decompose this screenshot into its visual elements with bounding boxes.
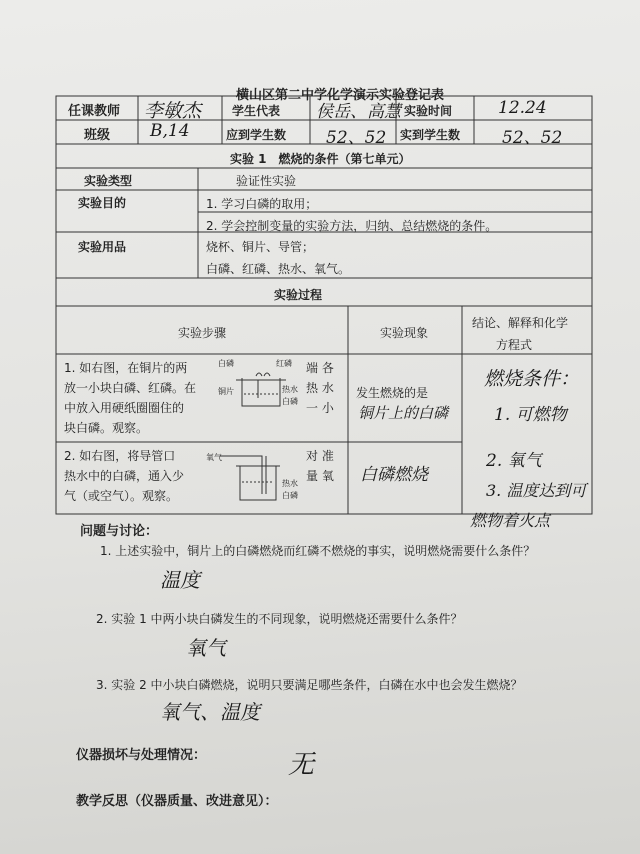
time-label: 实验时间	[404, 104, 453, 118]
damage-label: 仪器损坏与处理情况：	[76, 748, 207, 763]
col-conclusion-2: 方程式	[496, 338, 533, 352]
question-1: 1. 上述实验中，铜片上的白磷燃烧而红磷不燃烧的事实，说明燃烧需要什么条件？	[100, 544, 536, 558]
student-rep-value: 侯岳、高慧	[316, 102, 401, 122]
answer-3: 氧气、温度	[160, 700, 260, 724]
step1-phenomenon-handwritten: 铜片上的白磷	[358, 404, 449, 422]
teacher-label: 任课教师	[68, 104, 121, 119]
process-label: 实验过程	[274, 288, 323, 302]
class-value: B,14	[150, 121, 190, 141]
conclusion-line-1: 燃烧条件：	[484, 368, 580, 390]
diagram2-white-p: 白磷	[282, 491, 298, 500]
time-value: 12.24	[498, 98, 547, 118]
col-phenomena: 实验现象	[380, 326, 429, 340]
question-3: 3. 实验 2 中小块白磷燃烧，说明只要满足哪些条件，白磷在水中也会发生燃烧？	[96, 678, 523, 692]
reflection-label: 教学反思（仪器质量、改进意见）：	[76, 794, 278, 809]
materials-item-1: 烧杯、铜片、导管；	[206, 240, 315, 254]
diagram1-red-p: 红磷	[276, 359, 292, 368]
diagram1-copper: 铜片	[218, 387, 234, 396]
conclusion-line-5: 燃物着火点	[470, 511, 551, 530]
student-rep-label: 学生代表	[232, 104, 281, 118]
step1-right-text: 端 各 热 水 一 小	[306, 361, 334, 415]
actual-value: 52、52	[502, 128, 563, 148]
answer-2: 氧气	[186, 636, 226, 660]
diagram1-hot-water: 热水	[282, 385, 298, 394]
page-title: 横山区第二中学化学演示实验登记表	[235, 88, 444, 103]
diagram1-white-p2: 白磷	[282, 397, 298, 406]
expected-label: 应到学生数	[226, 128, 287, 142]
step1-phenomenon-printed: 发生燃烧的是	[356, 386, 429, 400]
diagram2-oxygen: 氧气	[206, 453, 222, 462]
teacher-value: 李敏杰	[144, 100, 202, 122]
purpose-label: 实验目的	[78, 196, 127, 210]
step2-right-text: 对 准 量 氧	[306, 449, 334, 483]
diagram2-hot-water: 热水	[282, 479, 298, 488]
answer-1: 温度	[160, 568, 200, 592]
step2-text: 2. 如右图，将导管口 热水中的白磷，通入少 气（或空气）。观察。	[64, 449, 185, 503]
col-conclusion-1: 结论、解释和化学	[472, 316, 569, 330]
step1-text: 1. 如右图，在铜片的两 放一小块白磷、红磷。在 中放入用硬纸圈圈住的 块白磷。观察。	[64, 361, 197, 435]
type-value: 验证性实验	[236, 174, 297, 188]
class-label: 班级	[84, 128, 111, 143]
conclusion-line-4: 3. 温度达到可	[486, 481, 587, 500]
step2-phenomenon-handwritten: 白磷燃烧	[360, 465, 428, 485]
diagram1-white-p: 白磷	[218, 359, 234, 368]
conclusion-line-2: 1. 可燃物	[494, 405, 567, 425]
question-2: 2. 实验 1 中两小块白磷发生的不同现象，说明燃烧还需要什么条件？	[96, 612, 463, 626]
experiment-heading: 实验 1 燃烧的条件（第七单元）	[230, 152, 411, 166]
materials-label: 实验用品	[78, 240, 127, 254]
purpose-item-2: 2. 学会控制变量的实验方法，归纳、总结燃烧的条件。	[206, 219, 498, 233]
expected-value: 52、52	[326, 128, 387, 148]
materials-item-2: 白磷、红磷、热水、氧气。	[206, 262, 351, 276]
conclusion-line-3: 2. 氧气	[486, 451, 542, 471]
type-label: 实验类型	[84, 174, 133, 188]
col-steps: 实验步骤	[178, 326, 227, 340]
purpose-item-1: 1. 学习白磷的取用；	[206, 197, 318, 211]
damage-handwritten: 无	[288, 750, 315, 780]
actual-label: 实到学生数	[400, 128, 461, 142]
discussion-heading: 问题与讨论：	[80, 524, 159, 539]
